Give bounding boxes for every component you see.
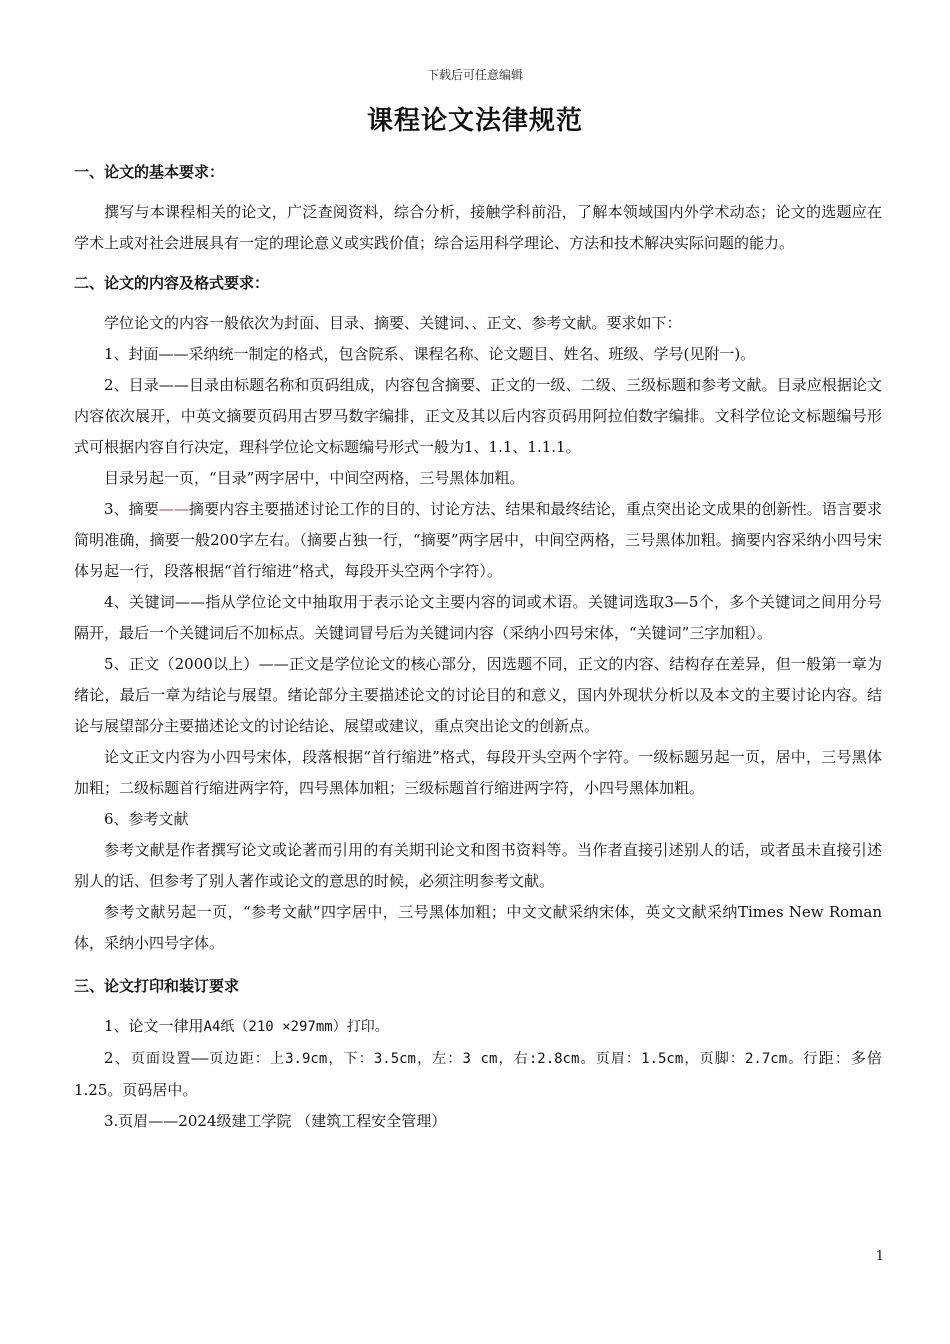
section-heading-3: 三、论文打印和装订要求 bbox=[74, 977, 240, 995]
section-heading-2: 二、论文的内容及格式要求： bbox=[74, 274, 270, 292]
abstract-dash: —— bbox=[158, 500, 189, 518]
section-heading-1: 一、论文的基本要求： bbox=[74, 163, 225, 181]
print-item-mono: 页面设置——页边距：上3.9cm，下：3.5cm，左：3 cm，右:2.8cm。页眉：1.5cm，页脚：2.7cm。行 bbox=[130, 1051, 819, 1067]
paragraph: 1、封面——采纳统一制定的格式，包含院系、课程名称、论文题目、姓名、班级、学号(见附一)。 bbox=[104, 345, 756, 363]
print-item bbox=[74, 1011, 882, 1043]
abstract-paragraph bbox=[74, 494, 882, 587]
paragraph: 5、正文（2000以上）——正文是学位论文的核心部分，因选题不同，正文的内容、结构存在差异，但一般第一章为绪论，最后一章为结论与展望。绪论部分主要描述论文的讨论目的和意义，国内外现状分析以及本文的主要讨论内容。结论与展望部分主要描述论文的讨论结论、展望或建议，重点突出论文的创新点。 bbox=[74, 655, 882, 735]
paragraph: 撰写与本课程相关的论文，广泛查阅资料，综合分析，接触学科前沿，了解本领域国内外学术动态；论文的选题应在学术上或对社会进展具有一定的理论意义或实践价值；综合运用科学理论、方法和技术解决实际问题的能力。 bbox=[74, 203, 882, 252]
paragraph: 4、关键词——指从学位论文中抽取用于表示论文主要内容的词或术语。关键词选取3—5个，多个关键词之间用分号隔开，最后一个关键词后不加标点。关键词冒号后为关键词内容（采纳小四号宋体，“关键词”三字加粗）。 bbox=[74, 593, 882, 642]
paragraph: 参考文献另起一页，“参考文献”四字居中，三号黑体加粗；中文文献采纳宋体，英文文献采纳Times New Roman体，采纳小四号字体。 bbox=[74, 903, 882, 952]
paragraph: 6、参考文献 bbox=[104, 810, 189, 828]
paragraph: 参考文献是作者撰写论文或论著而引用的有关期刊论文和图书资料等。当作者直接引述别人的话，或者虽未直接引述别人的话、但参考了别人著作或论文的意思的时候，必须注明参考文献。 bbox=[74, 841, 882, 890]
print-item-mono: A4纸（210 ×297mm）打印。 bbox=[203, 1019, 389, 1035]
page-title: 课程论文法律规范 bbox=[366, 106, 583, 136]
paragraph: 目录另起一页，“目录”两字居中，中间空两格，三号黑体加粗。 bbox=[104, 469, 525, 487]
paragraph: 论文正文内容为小四号宋体，段落根据“首行缩进”格式，每段开头空两个字符。一级标题另起一页，居中，三号黑体加粗；二级标题首行缩进两字符，四号黑体加粗；三级标题首行缩进两字符，小四号黑体加粗。 bbox=[74, 748, 882, 797]
paragraph: 学位论文的内容一般依次为封面、目录、摘要、关键词、、正文、参考文献。要求如下： bbox=[104, 314, 682, 332]
print-item-suffix: 距：多倍1.25。页码居中。 bbox=[74, 1049, 883, 1099]
print-item-prefix: 3.页眉——2024级建工学院 （建筑工程安全管理） bbox=[104, 1112, 447, 1130]
abstract-prefix: 3、摘要 bbox=[104, 500, 159, 518]
document-body bbox=[74, 157, 882, 1137]
print-item-prefix: 2、 bbox=[104, 1049, 131, 1067]
print-item bbox=[74, 1106, 882, 1137]
print-item-prefix: 1、论文一律用 bbox=[104, 1017, 204, 1035]
abstract-text: 摘要内容主要描述讨论工作的目的、讨论方法、结果和最终结论，重点突出论文成果的创新性。语言要求简明准确，摘要一般200字左右。（摘要占独一行，“摘要”两字居中，中间空两格，三号黑体加粗。摘要内容采纳小四号宋体另起一行，段落根据“首行缩进”格式，每段开头空两个字符）。 bbox=[74, 500, 882, 580]
page-number: 1 bbox=[875, 1249, 884, 1264]
header-note: 下载后可任意编辑 bbox=[426, 68, 523, 82]
print-item bbox=[74, 1043, 882, 1106]
paragraph: 2、目录——目录由标题名称和页码组成，内容包含摘要、正文的一级、二级、三级标题和参考文献。目录应根据论文内容依次展开，中英文摘要页码用古罗马数字编排，正文及其以后内容页码用阿拉伯数字编排。文科学位论文标题编号形式可根据内容自行决定，理科学位论文标题编号形式一般为1、1.1、1.1.1。 bbox=[74, 376, 882, 456]
